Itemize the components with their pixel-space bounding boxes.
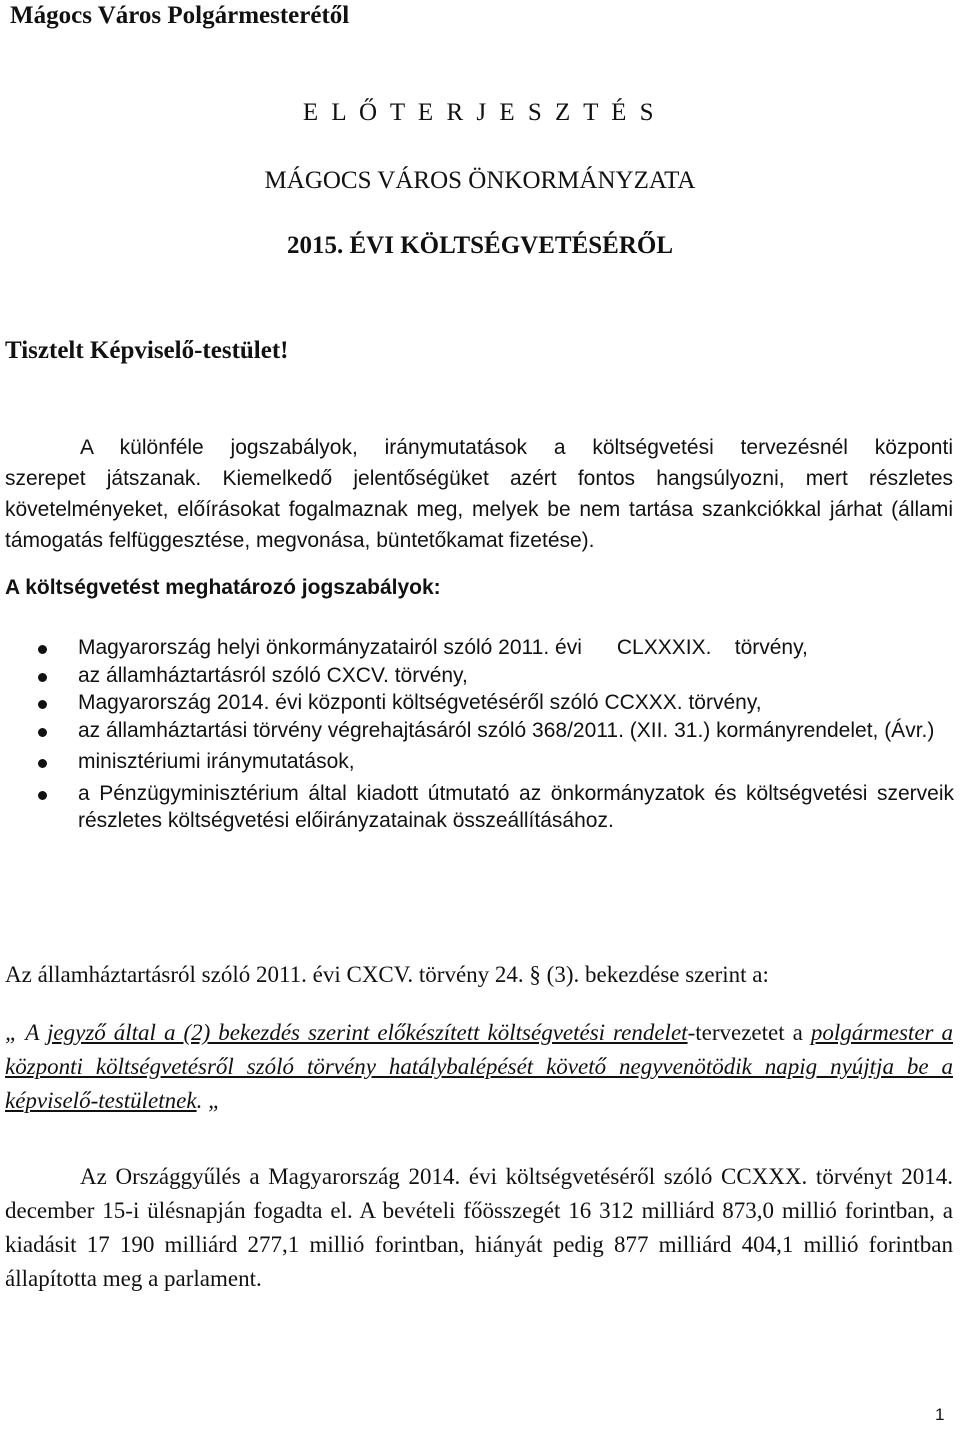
list-item <box>0 634 960 662</box>
bullet-icon <box>38 791 47 800</box>
list-item-text: az államháztartási törvény végrehajtásáról szóló 368/2011. (XII. 31.) kormányrendelet, (Ávr.) <box>78 718 935 742</box>
quote-middle: -tervezetet a <box>687 1020 811 1045</box>
list-item <box>0 748 960 776</box>
document-title: E L Ő T E R J E S Z T É S <box>302 99 658 126</box>
intro-first-line: A különféle jogszabályok, iránymutatások a költségvetési tervezésnél központi <box>80 436 953 459</box>
list-item <box>0 662 960 690</box>
document-subtitle-municipality: MÁGOCS VÁROS ÖNKORMÁNYZATA <box>264 167 696 194</box>
bullet-icon <box>38 759 47 768</box>
list-item-text: Magyarország 2014. évi központi költségvetéséről szóló CCXXX. törvény, <box>78 691 762 714</box>
salutation: Tisztelt Képviselő-testület! <box>5 337 289 364</box>
list-item-text: minisztériumi iránymutatások, <box>78 750 355 773</box>
citation-line: Az államháztartásról szóló 2011. évi CXCV. törvény 24. § (3). bekezdése szerint a: <box>5 962 769 987</box>
list-item-text: az államháztartásról szóló CXCV. törvény, <box>78 663 468 687</box>
parliament-paragraph: Az Országgyűlés a Magyarország 2014. évi költségvetéséről szóló CCXXX. törvényt 2014. december 15-i ülésnapján fogadta el. A bevételi főösszegét 16 312 milliárd 873,0 millió forintban, a kiadásit 17 190 milliárd 277,1 millió forintban, hiányát pedig 877 milliárd 404,1 millió forintban állapította meg a parlament. <box>5 1164 953 1291</box>
laws-heading: A költségvetést meghatározó jogszabályok: <box>5 576 441 599</box>
document-subtitle-budget: 2015. ÉVI KÖLTSÉGVETÉSÉRŐL <box>286 232 673 259</box>
list-item <box>0 780 960 835</box>
list-item <box>0 689 960 717</box>
bullet-icon <box>38 645 47 654</box>
intro-rest: szerepet játszanak. Kiemelkedő jelentőségüket azért fontos hangsúlyozni, mert részletes követelményeket, előírásokat fogalmaznak meg, melyek be nem tartása szankciókkal járhat (állami támogatás felfüggesztése, megvonása, büntetőkamat fizetése). <box>5 467 953 552</box>
quote-underlined-part-2: polgármester a központi költségvetésről szóló törvény hatálybalépését követő negyvenötödik napig nyújtja be a képviselő-testületnek <box>5 1020 953 1113</box>
intro-paragraph <box>5 432 953 556</box>
bullet-icon <box>38 700 47 709</box>
bullet-icon <box>38 673 47 682</box>
laws-list <box>0 634 960 835</box>
list-item-text: Magyarország helyi önkormányzatairól szóló 2011. évi CLXXXIX. törvény, <box>78 636 808 659</box>
list-item <box>0 717 960 745</box>
page-number: 1 <box>935 1405 945 1424</box>
quote-close: . „ <box>196 1088 221 1113</box>
quote-underlined-part-1: jegyző által a (2) bekezdés szerint előkészített költségvetési rendelet <box>47 1020 688 1045</box>
quote-open: „ A <box>5 1020 48 1045</box>
bullet-icon <box>38 728 47 737</box>
list-item-text: a Pénzügyminisztérium által kiadott útmutató az önkormányzatok és költségvetési szerveik részletes költségvetési előirányzatainak összeállításához. <box>78 781 954 832</box>
quoted-provision <box>5 1016 953 1118</box>
sender-line: Mágocs Város Polgármesterétől <box>10 2 350 29</box>
